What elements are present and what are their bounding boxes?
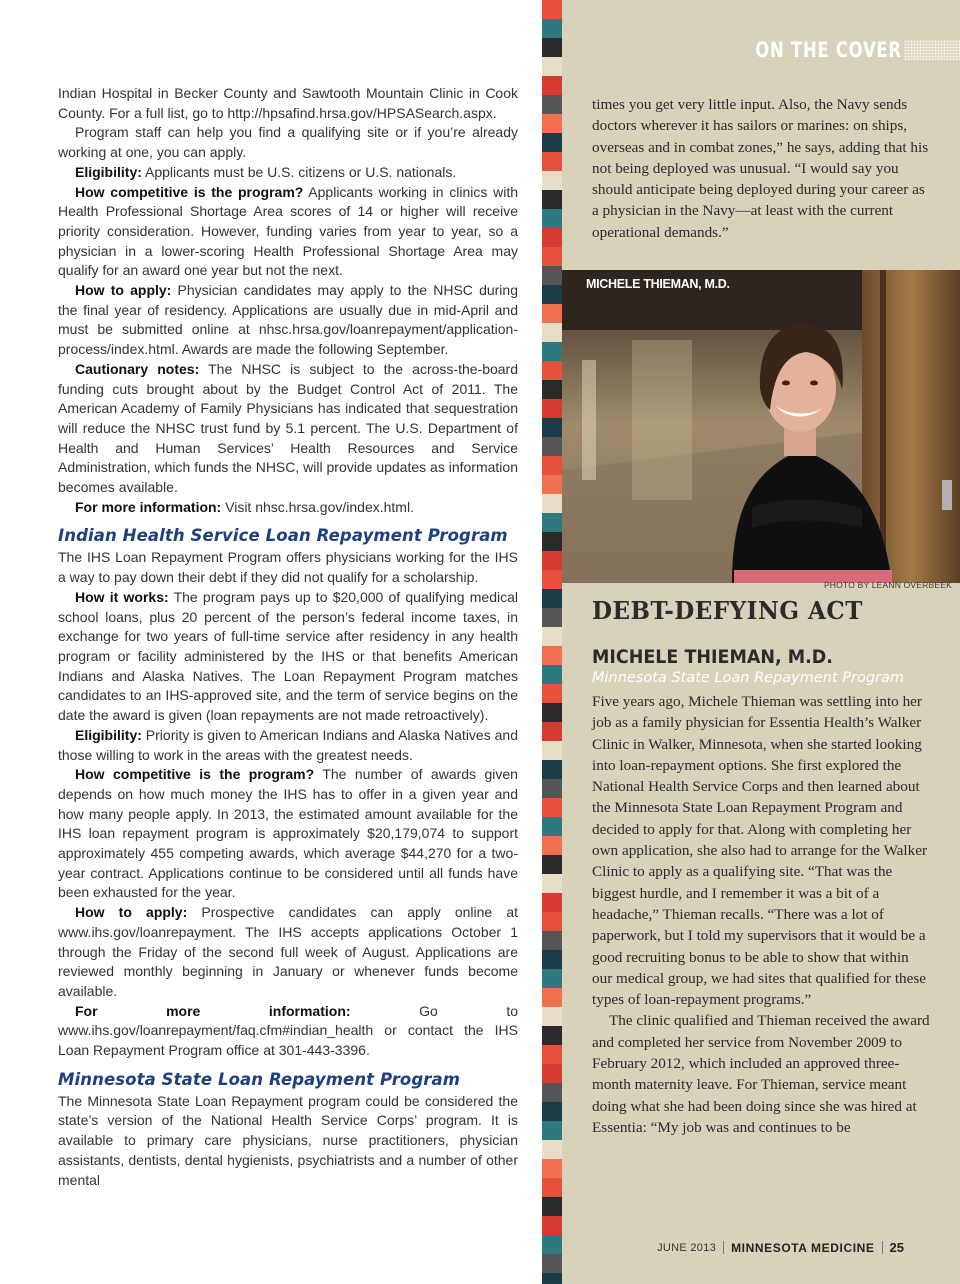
stripe-segment xyxy=(542,893,562,912)
issue-date: JUNE 2013 xyxy=(657,1241,717,1254)
stripe-segment xyxy=(542,342,562,361)
item-label: How competitive is the program? xyxy=(75,766,315,783)
nhsc-eligibility xyxy=(58,163,518,183)
stripe-segment xyxy=(542,741,562,760)
stripe-segment xyxy=(542,38,562,57)
ihs-how-to-apply xyxy=(58,903,518,1002)
stripe-segment xyxy=(542,551,562,570)
item-label: How to apply: xyxy=(75,282,172,299)
stripe-segment xyxy=(542,950,562,969)
item-label: Eligibility: xyxy=(75,726,142,743)
footer-divider xyxy=(723,1241,724,1254)
stripe-segment xyxy=(542,190,562,209)
stripe-segment xyxy=(542,95,562,114)
item-label: For more information: xyxy=(75,1002,351,1019)
stripe-segment xyxy=(542,456,562,475)
ihs-more-info xyxy=(58,1002,518,1061)
nhsc-more-info xyxy=(58,498,518,518)
item-text: Applicants working in clinics with Health Professional Shortage Area scores of 14 or higher will receive priority consideration. However, funding varies from year to year, so a physician in a lower-scoring Health Professional Shortage Area may qualify for an award one year but not the next. xyxy=(58,183,518,279)
stripe-segment xyxy=(542,304,562,323)
stripe-segment xyxy=(542,874,562,893)
magazine-name: MINNESOTA MEDICINE xyxy=(731,1240,875,1255)
stripe-segment xyxy=(542,722,562,741)
stripe-segment xyxy=(542,57,562,76)
story-title: DEBT-DEFYING ACT xyxy=(592,596,863,625)
nhsc-cautionary-notes xyxy=(58,360,518,498)
portrait-photo xyxy=(562,270,960,583)
intro-paragraph: Program staff can help you find a qualifying site or if you’re already working at one, you can apply. xyxy=(58,124,518,161)
stripe-segment xyxy=(542,703,562,722)
ihs-competitive xyxy=(58,765,518,903)
item-text: Go to www.ihs.gov/loanrepayment/faq.cfm#indian_health or contact the IHS Loan Repayment Program office at 301-443-3396. xyxy=(58,1002,518,1059)
left-column xyxy=(58,84,518,1190)
stripe-segment xyxy=(542,969,562,988)
item-label: How to apply: xyxy=(75,904,188,921)
stripe-segment xyxy=(542,855,562,874)
subject-name: MICHELE THIEMAN, M.D. xyxy=(592,646,833,668)
stripe-segment xyxy=(542,1064,562,1083)
stripe-segment xyxy=(542,418,562,437)
stripe-segment xyxy=(542,1140,562,1159)
stripe-segment xyxy=(542,1007,562,1026)
stripe-segment xyxy=(542,323,562,342)
stripe-segment xyxy=(542,760,562,779)
nhsc-competitive xyxy=(58,183,518,282)
item-label: How competitive is the program? xyxy=(75,183,304,200)
stripe-segment xyxy=(542,19,562,38)
ihs-heading: Indian Health Service Loan Repayment Program xyxy=(58,526,508,546)
item-label: For more information: xyxy=(75,498,222,515)
photo-credit: PHOTO BY LEANN OVERBEEK xyxy=(823,580,952,590)
stripe-segment xyxy=(542,665,562,684)
stripe-segment xyxy=(542,570,562,589)
item-text: Prospective candidates can apply online at www.ihs.gov/loanrepayment. The IHS accepts applications October 1 through the Friday of the second full week of August. Applications are reviewed monthly beginning in January or whenever funds become available. xyxy=(58,904,518,999)
stripe-segment xyxy=(542,285,562,304)
footer-divider xyxy=(882,1241,883,1254)
section-title: ON THE COVER xyxy=(755,38,902,62)
ihs-eligibility xyxy=(58,726,518,765)
decorative-stripe xyxy=(542,0,562,1284)
stripe-segment xyxy=(542,437,562,456)
stripe-segment xyxy=(542,684,562,703)
portrait-illustration xyxy=(562,270,960,583)
continued-quote: times you get very little input. Also, the Navy sends doctors wherever it has sailors or marines: on ships, overseas and in combat zones,” he says, adding that his not being deployed was unusual. “I would say you should anticipate being deployed during your career as a physician in the Navy—at least with the current operational demands.” xyxy=(592,96,929,241)
msl-heading: Minnesota State Loan Repayment Program xyxy=(58,1069,461,1089)
nhsc-how-to-apply xyxy=(58,281,518,360)
item-label: Eligibility: xyxy=(75,163,142,180)
stripe-segment xyxy=(542,589,562,608)
stripe-segment xyxy=(542,1045,562,1064)
stripe-segment xyxy=(542,380,562,399)
page-number: 25 xyxy=(889,1240,904,1255)
stripe-segment xyxy=(542,1102,562,1121)
stripe-segment xyxy=(542,361,562,380)
msl-intro: The Minnesota State Loan Repayment program could be considered the state’s version of the National Health Service Corps’ program. It is available to primary care physicians, nurse practitioners, physician assistants, dentists, dental hygienists, psychiatrists and a number of other mental xyxy=(58,1092,518,1188)
stripe-segment xyxy=(542,646,562,665)
item-text: The NHSC is subject to the across-the-board funding cuts brought about by the Budget Control Act of 2011. The American Academy of Family Physicians has indicated that sequestration will reduce the NHSC trust fund by 5.1 percent. The U.S. Department of Health and Human Services’ Health Resources and Service Administration, which funds the NHSC, will provide updates as information becomes available. xyxy=(58,360,519,496)
stripe-segment xyxy=(542,1197,562,1216)
stripe-segment xyxy=(542,152,562,171)
section-header xyxy=(714,32,960,68)
stripe-segment xyxy=(542,627,562,646)
stripe-segment xyxy=(542,912,562,931)
stripe-segment xyxy=(542,1121,562,1140)
stripe-segment xyxy=(542,1159,562,1178)
stripe-segment xyxy=(542,1254,562,1273)
stripe-segment xyxy=(542,1235,562,1254)
stripe-segment xyxy=(542,836,562,855)
stripe-segment xyxy=(542,931,562,950)
item-label: Cautionary notes: xyxy=(75,360,200,377)
story-paragraph: The clinic qualified and Thieman received the award and completed her service from November 2009 to February 2012, which included an approved three-month maternity leave. For Thieman, service meant doing what she had been doing since she was hired at Essentia: “My job was and continues to be xyxy=(592,1012,930,1136)
stripe-segment xyxy=(542,76,562,95)
stripe-segment xyxy=(542,1083,562,1102)
ihs-how-it-works xyxy=(58,588,518,726)
page-footer xyxy=(657,1240,904,1255)
stripe-segment xyxy=(542,513,562,532)
item-text: Applicants must be U.S. citizens or U.S. nationals. xyxy=(141,163,457,180)
photo-caption-label: MICHELE THIEMAN, M.D. xyxy=(586,277,730,291)
stripe-segment xyxy=(542,247,562,266)
stripe-segment xyxy=(542,114,562,133)
item-text: The program pays up to $20,000 of qualifying medical school loans, plus 20 percent of the person’s federal income taxes, in exchange for two years of full-time service after residency in any health program or facility administered by the IHS or that benefits American Indians and Alaska Natives. The Loan Repayment Program matches candidates to an IHS-approved site, and the term of service begins on the date the award is given (loan repayments are not made retroactively). xyxy=(58,588,518,724)
stripe-segment xyxy=(542,266,562,285)
stripe-segment xyxy=(542,475,562,494)
stripe-segment xyxy=(542,133,562,152)
program-name: Minnesota State Loan Repayment Program xyxy=(592,670,905,686)
stripe-segment xyxy=(542,532,562,551)
stripe-segment xyxy=(542,228,562,247)
item-text: The number of awards given depends on how much money the IHS has to offer in a given year and how many people apply. In 2013, the estimated amount available for the IHS loan repayment program is approximately $20,179,074 to support approximately 455 competing awards, which average $44,270 for a two-year contract. Applications continue to be considered until all funds have been exhausted for the year. xyxy=(58,766,518,901)
stripe-segment xyxy=(542,798,562,817)
stripe-segment xyxy=(542,171,562,190)
stripe-segment xyxy=(542,494,562,513)
stripe-segment xyxy=(542,1178,562,1197)
ihs-intro: The IHS Loan Repayment Program offers physicians working for the IHS a way to pay down their debt if they did not qualify for a scholarship. xyxy=(58,549,518,586)
stripe-segment xyxy=(542,1026,562,1045)
item-label: How it works: xyxy=(75,588,169,605)
story-paragraph: Five years ago, Michele Thieman was settling into her job as a family physician for Essentia Health’s Walker Clinic in Walker, Minnesota, when she started looking into loan-repayment options. She first explored the National Health Service Corps and then learned about the Minnesota State Loan Repayment Program and decided to apply for that. Along with completing her own application, she also had to arrange for the Walker Clinic to apply as a qualifying site. “That was the biggest hurdle, and I remember it was a bit of a headache,” Thieman recalls. “There was a lot of paperwork, but I told my supervisors that it would be a good recruiting bonus to be able to show that within our medical group, we had sites that qualified for these types of loan-repayment programs.” xyxy=(592,693,928,1009)
item-text: Priority is given to American Indians and Alaska Natives and those willing to work in the areas with the greatest needs. xyxy=(58,726,518,763)
story-body xyxy=(592,691,932,1138)
item-text: Visit nhsc.hrsa.gov/index.html. xyxy=(221,498,414,515)
stripe-segment xyxy=(542,209,562,228)
stripe-segment xyxy=(542,0,562,19)
stripe-segment xyxy=(542,988,562,1007)
stripe-segment xyxy=(542,399,562,418)
item-text: Physician candidates may apply to the NHSC during the final year of residency. Applications are usually due in mid-April and must be submitted online at nhsc.hrsa.gov/loanrepayment/application-process/index.html. Awards are made the following September. xyxy=(58,282,518,358)
stripe-segment xyxy=(542,817,562,836)
stripe-segment xyxy=(542,1273,562,1284)
stripe-segment xyxy=(542,608,562,627)
stripe-segment xyxy=(542,779,562,798)
halftone-dots xyxy=(904,40,960,60)
stripe-segment xyxy=(542,1216,562,1235)
intro-paragraph: Indian Hospital in Becker County and Sawtooth Mountain Clinic in Cook County. For a full list, go to http://hpsafind.hrsa.gov/HPSASearch.aspx. xyxy=(58,85,518,121)
